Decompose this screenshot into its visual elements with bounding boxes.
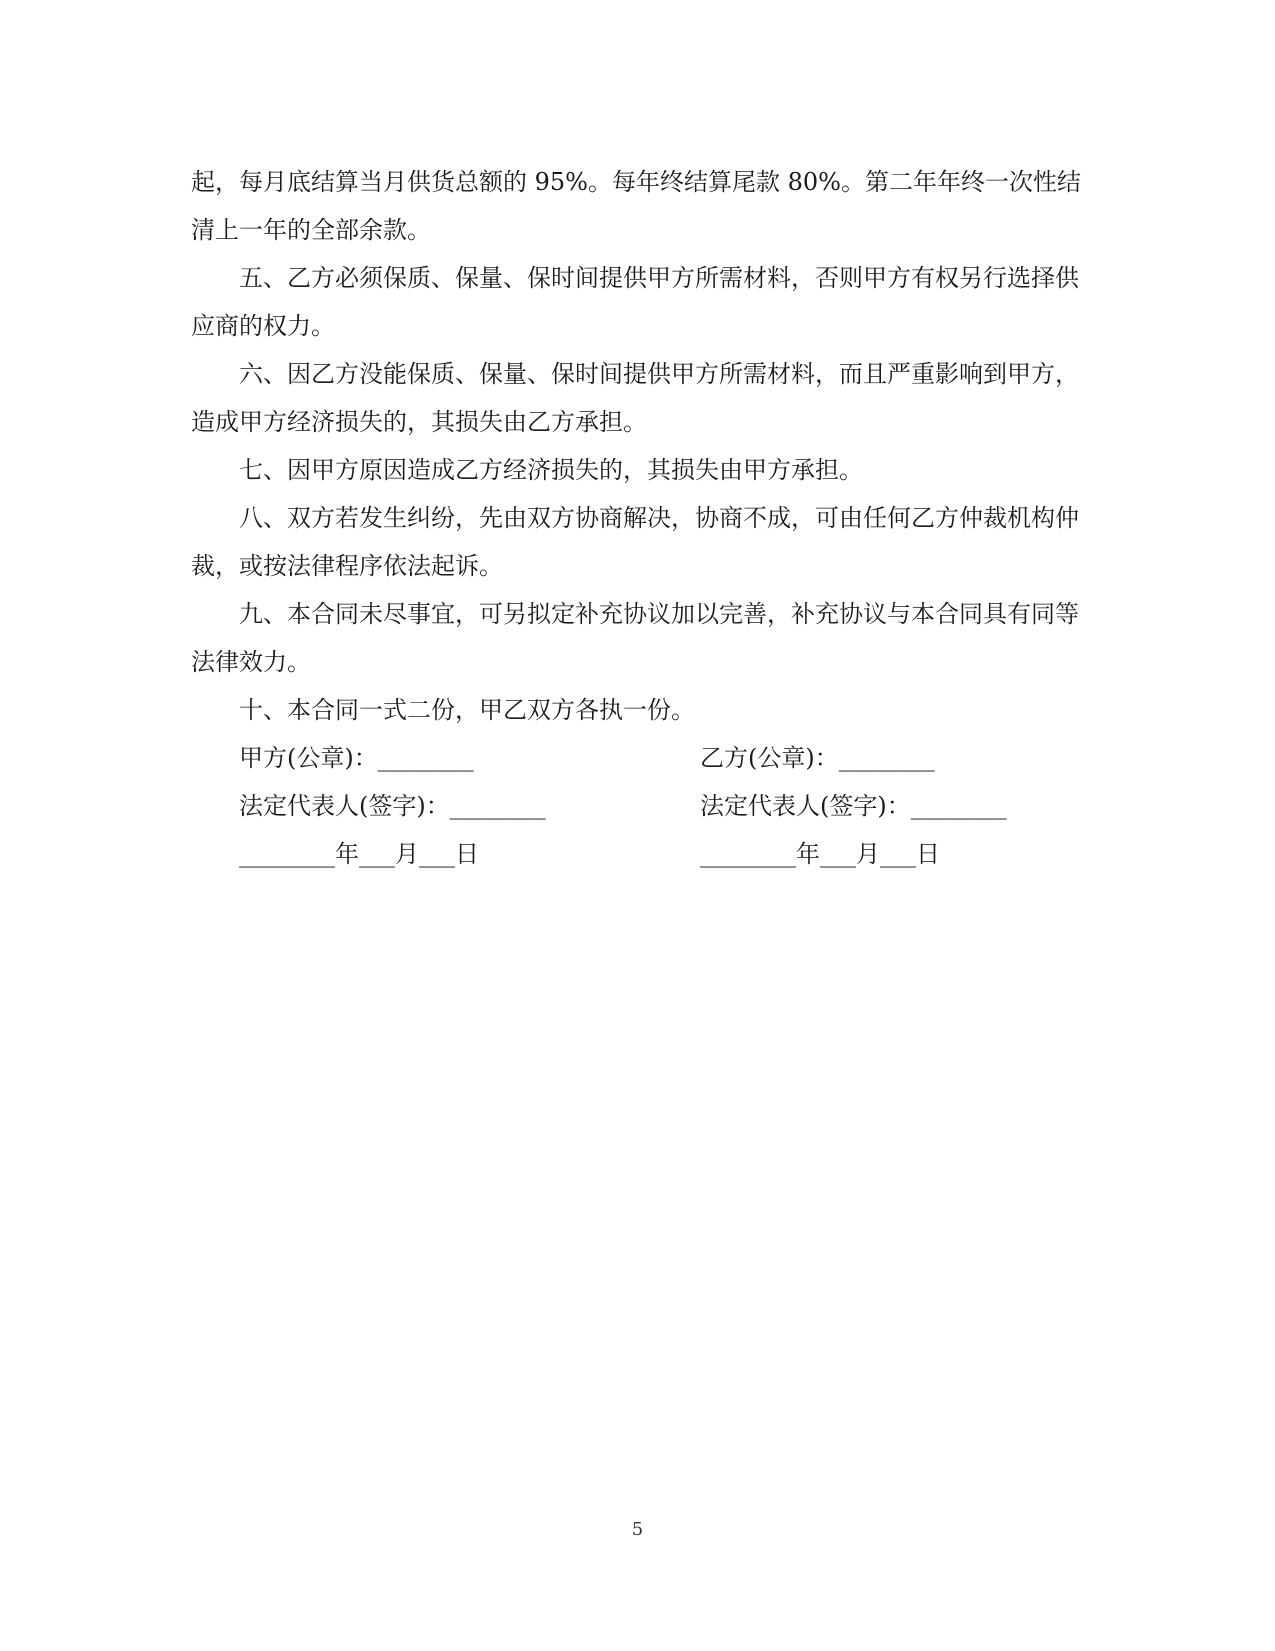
page-number: 5 <box>631 1519 644 1540</box>
paragraph-clause-5: 五、乙方必须保质、保量、保时间提供甲方所需材料，否则甲方有权另行选择供应商的权力。 <box>191 264 1079 340</box>
party-a-representative-line: 法定代表人(签字)：________ <box>239 792 546 820</box>
party-b-date-line: ________年___月___日 <box>700 840 940 868</box>
paragraph-clause-10: 十、本合同一式二份，甲乙双方各执一份。 <box>239 696 695 724</box>
paragraph-clause-7: 七、因甲方原因造成乙方经济损失的，其损失由甲方承担。 <box>239 456 863 484</box>
paragraph-clause-8: 八、双方若发生纠纷，先由双方协商解决，协商不成，可由任何乙方仲裁机构仲裁，或按法律程序依法起诉。 <box>191 504 1079 580</box>
paragraph-clause-6: 六、因乙方没能保质、保量、保时间提供甲方所需材料，而且严重影响到甲方，造成甲方经济损失的，其损失由乙方承担。 <box>191 360 1079 436</box>
party-b-representative-line: 法定代表人(签字)：________ <box>700 792 1007 820</box>
party-a-seal-line: 甲方(公章)：________ <box>239 744 474 772</box>
party-a-date-line: ________年___月___日 <box>239 840 479 868</box>
paragraph-clause-9: 九、本合同未尽事宜，可另拟定补充协议加以完善，补充协议与本合同具有同等法律效力。 <box>191 600 1079 676</box>
party-b-seal-line: 乙方(公章)：________ <box>700 744 935 772</box>
paragraph-payment-terms: 起，每月底结算当月供货总额的 95%。每年终结算尾款 80%。第二年年终一次性结清上一年的全部余款。 <box>191 168 1081 244</box>
